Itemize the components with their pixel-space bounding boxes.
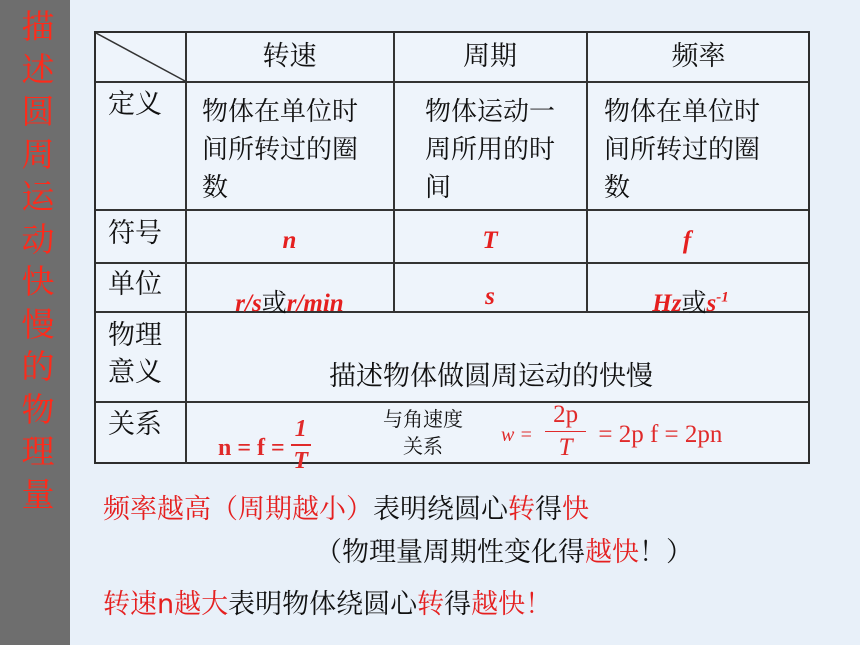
formula-angular-velocity <box>501 399 722 464</box>
table-divider <box>96 209 808 211</box>
note-text: 得 <box>444 589 472 620</box>
unit-hz: Hz <box>652 290 682 317</box>
unit-rpm: r/min <box>286 290 344 317</box>
unit-exponent: -1 <box>716 289 729 306</box>
note-line-2: 关系 <box>403 434 443 458</box>
fraction-1-over-T <box>291 414 311 476</box>
row-label-relation: 关系 <box>108 409 162 440</box>
note-text: 越快 <box>585 537 639 568</box>
fraction-numerator: 1 <box>291 414 311 446</box>
table-divider <box>96 81 808 83</box>
definition-frequency: 物体在单位时间所转过的圈数 <box>604 97 761 203</box>
symbol-f: f <box>682 227 692 254</box>
symbol-n: n <box>282 227 297 254</box>
note-line-1: 与角速度 <box>383 407 463 431</box>
row-label-symbol: 符号 <box>108 218 162 249</box>
sidebar-title: 描述圆周运动快慢的物理量 <box>21 7 55 514</box>
comparison-table <box>94 31 810 474</box>
header-diagonal <box>96 33 186 82</box>
row-label-meaning: 物理意义 <box>108 320 162 388</box>
unit-period: s <box>485 283 495 310</box>
note-line-frequency <box>103 487 589 526</box>
note-text: 快 <box>562 494 589 525</box>
fraction-denominator: T <box>558 434 573 461</box>
note-text: 频率越高（周期越小） <box>103 494 373 525</box>
sidebar <box>0 0 70 645</box>
header-frequency: 频率 <box>671 41 726 72</box>
note-text: ！） <box>639 537 693 568</box>
note-line-periodic <box>315 530 693 569</box>
note-text: 转 <box>508 494 535 525</box>
unit-rotation-speed <box>186 283 393 319</box>
formula-n-f-T <box>218 414 311 476</box>
note-text: 转 <box>417 589 445 620</box>
unit-frequency <box>587 283 794 319</box>
formula2-tail: = 2p f = 2pn <box>598 420 723 448</box>
angular-velocity-note <box>368 406 478 460</box>
note-text: 得 <box>535 494 562 525</box>
row-label-unit: 单位 <box>108 269 162 300</box>
symbol-T: T <box>482 227 498 254</box>
note-line-rotation <box>103 582 552 621</box>
note-text: 越快！ <box>471 589 553 620</box>
definition-period: 物体运动一周所用的时间 <box>425 97 556 203</box>
unit-rps: r/s <box>235 290 262 317</box>
note-text: 表明绕圆心 <box>373 494 508 525</box>
header-rotation-speed: 转速 <box>262 41 317 72</box>
unit-or: 或 <box>681 288 707 317</box>
formula2-w: w = <box>501 423 533 446</box>
note-text: （物理量周期性变化得 <box>315 537 585 568</box>
table-divider <box>96 262 808 264</box>
fraction-denominator: T <box>293 448 309 474</box>
unit-s: s <box>706 290 717 317</box>
fraction-numerator: 2p <box>545 399 586 432</box>
note-text: 转速n越大 <box>103 589 229 620</box>
unit-or: 或 <box>261 288 287 317</box>
fraction-2p-over-T <box>545 399 586 464</box>
row-label-definition: 定义 <box>108 89 162 120</box>
header-period: 周期 <box>463 41 517 72</box>
meaning-text: 描述物体做圆周运动的快慢 <box>329 361 653 392</box>
formula1-prefix: n = f = <box>218 435 285 461</box>
note-text: 表明物体绕圆心 <box>228 589 418 620</box>
definition-rotation-speed: 物体在单位时间所转过的圈数 <box>202 97 359 203</box>
